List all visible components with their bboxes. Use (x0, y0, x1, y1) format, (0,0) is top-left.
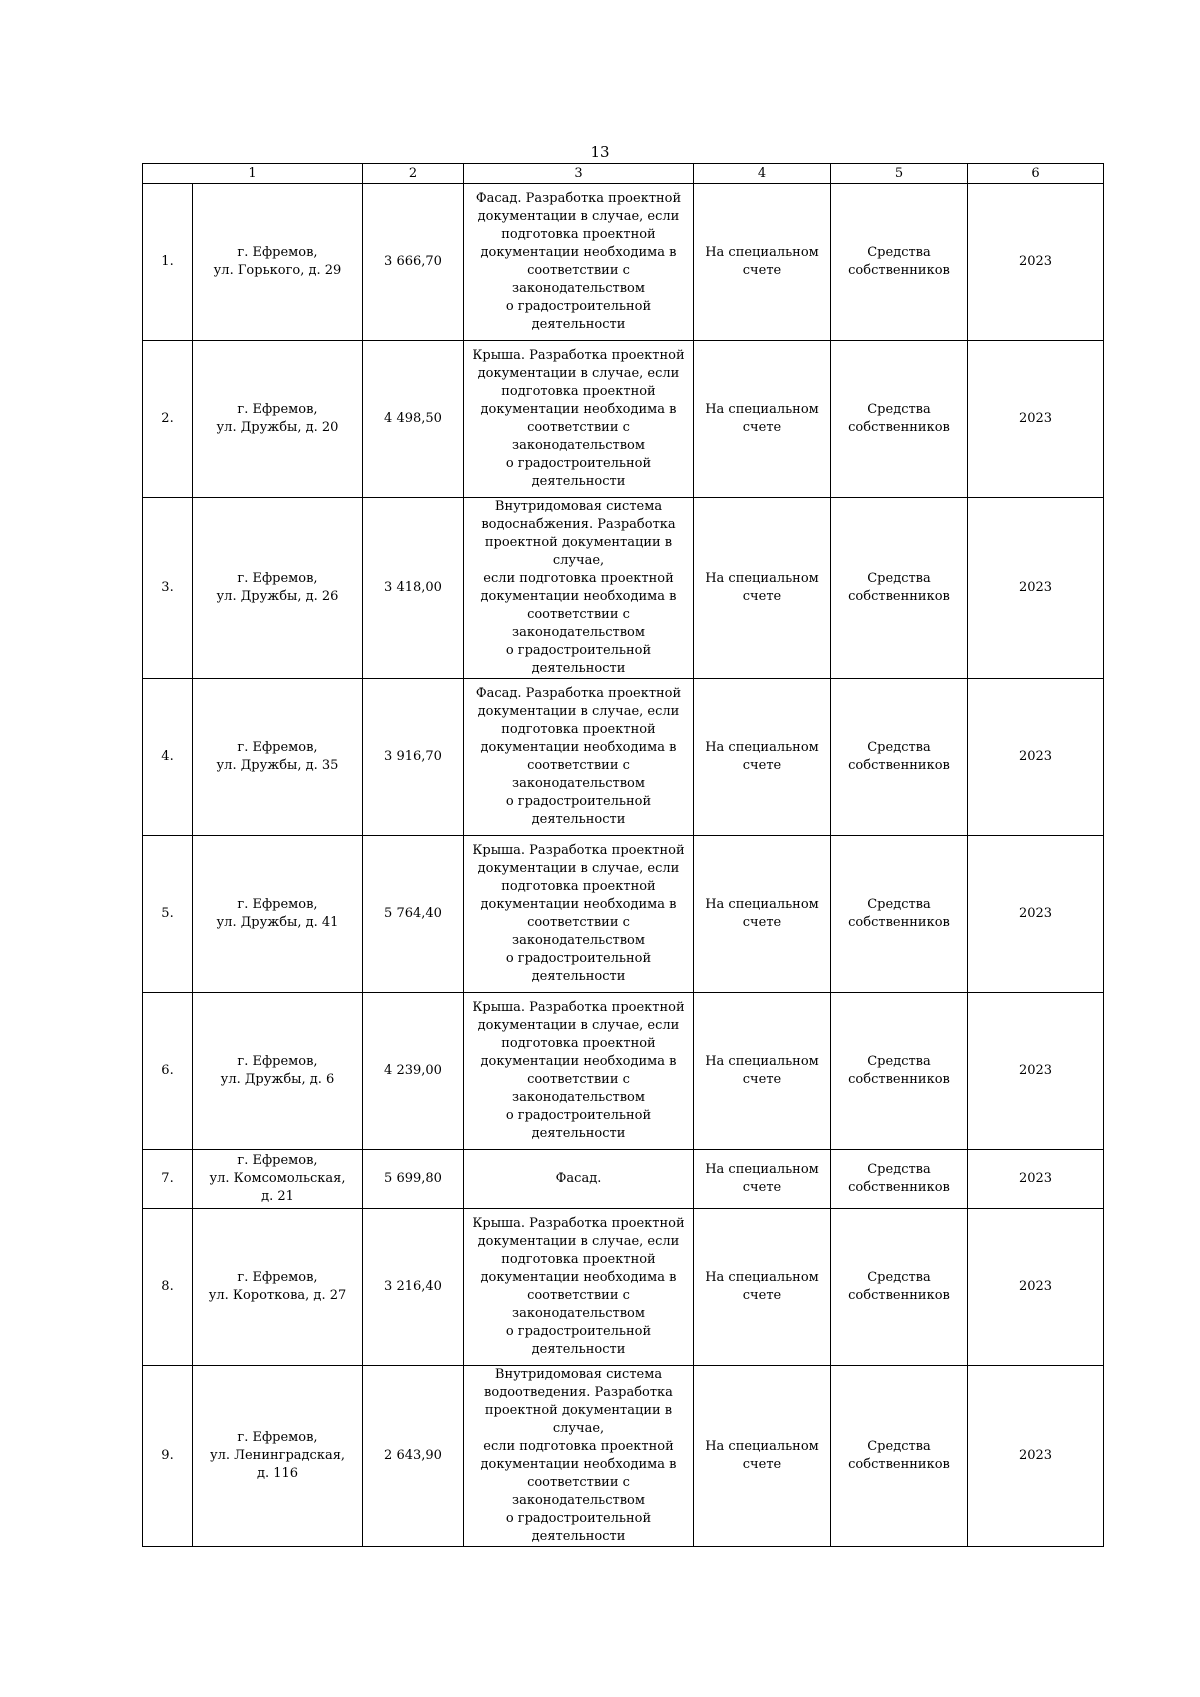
row-account: На специальном счете (694, 1150, 831, 1209)
row-address: г. Ефремов, ул. Дружбы, д. 26 (193, 498, 363, 679)
row-number: 6. (143, 993, 193, 1150)
row-year: 2023 (968, 498, 1104, 679)
row-account: На специальном счете (694, 498, 831, 679)
row-account: На специальном счете (694, 184, 831, 341)
table-row (143, 184, 1104, 341)
header-col-3: 3 (464, 164, 694, 184)
row-source: Средства собственников (831, 498, 968, 679)
row-year: 2023 (968, 1150, 1104, 1209)
row-account: На специальном счете (694, 679, 831, 836)
row-source: Средства собственников (831, 341, 968, 498)
row-address: г. Ефремов, ул. Дружбы, д. 41 (193, 836, 363, 993)
row-source: Средства собственников (831, 679, 968, 836)
row-account: На специальном счете (694, 1366, 831, 1547)
row-number: 2. (143, 341, 193, 498)
row-account: На специальном счете (694, 341, 831, 498)
row-number: 9. (143, 1366, 193, 1547)
row-source: Средства собственников (831, 1150, 968, 1209)
row-source: Средства собственников (831, 836, 968, 993)
header-col-1: 1 (143, 164, 363, 184)
row-number: 8. (143, 1209, 193, 1366)
row-account: На специальном счете (694, 993, 831, 1150)
row-address: г. Ефремов, ул. Комсомольская, д. 21 (193, 1150, 363, 1209)
row-address: г. Ефремов, ул. Короткова, д. 27 (193, 1209, 363, 1366)
row-area: 3 418,00 (363, 498, 464, 679)
table-row (143, 341, 1104, 498)
row-work: Крыша. Разработка проектной документации в случае, если подготовка проектной документации необходима в соответствии с законодательством о градостроительной деятельности (464, 341, 694, 498)
row-work: Фасад. Разработка проектной документации в случае, если подготовка проектной документации необходима в соответствии с законодательством о градостроительной деятельности (464, 679, 694, 836)
row-area: 3 216,40 (363, 1209, 464, 1366)
table-row (143, 679, 1104, 836)
row-year: 2023 (968, 1366, 1104, 1547)
row-number: 5. (143, 836, 193, 993)
row-year: 2023 (968, 679, 1104, 836)
row-address: г. Ефремов, ул. Дружбы, д. 6 (193, 993, 363, 1150)
row-work: Внутридомовая система водоснабжения. Разработка проектной документации в случае, если подготовка проектной документации необходима в соответствии с законодательством о градостроительной деятельности (464, 498, 694, 679)
header-row (143, 164, 1104, 184)
row-number: 1. (143, 184, 193, 341)
row-work: Крыша. Разработка проектной документации в случае, если подготовка проектной документации необходима в соответствии с законодательством о градостроительной деятельности (464, 1209, 694, 1366)
row-year: 2023 (968, 836, 1104, 993)
page-number: 13 (590, 143, 610, 161)
row-area: 4 498,50 (363, 341, 464, 498)
table-row (143, 1209, 1104, 1366)
row-address: г. Ефремов, ул. Горького, д. 29 (193, 184, 363, 341)
row-area: 4 239,00 (363, 993, 464, 1150)
row-work: Внутридомовая система водоотведения. Разработка проектной документации в случае, если подготовка проектной документации необходима в соответствии с законодательством о градостроительной деятельности (464, 1366, 694, 1547)
row-year: 2023 (968, 1209, 1104, 1366)
row-source: Средства собственников (831, 184, 968, 341)
row-number: 4. (143, 679, 193, 836)
row-address: г. Ефремов, ул. Ленинградская, д. 116 (193, 1366, 363, 1547)
table-row (143, 1150, 1104, 1209)
row-work: Фасад. Разработка проектной документации в случае, если подготовка проектной документации необходима в соответствии с законодательством о градостроительной деятельности (464, 184, 694, 341)
table-row (143, 993, 1104, 1150)
repair-plan-table (142, 163, 1104, 1547)
row-source: Средства собственников (831, 1366, 968, 1547)
row-source: Средства собственников (831, 993, 968, 1150)
row-year: 2023 (968, 184, 1104, 341)
row-work: Крыша. Разработка проектной документации в случае, если подготовка проектной документации необходима в соответствии с законодательством о градостроительной деятельности (464, 993, 694, 1150)
row-area: 2 643,90 (363, 1366, 464, 1547)
row-work: Фасад. (464, 1150, 694, 1209)
table-row (143, 836, 1104, 993)
row-account: На специальном счете (694, 836, 831, 993)
row-year: 2023 (968, 341, 1104, 498)
header-col-2: 2 (363, 164, 464, 184)
row-area: 3 916,70 (363, 679, 464, 836)
header-col-4: 4 (694, 164, 831, 184)
row-source: Средства собственников (831, 1209, 968, 1366)
row-work: Крыша. Разработка проектной документации в случае, если подготовка проектной документации необходима в соответствии с законодательством о градостроительной деятельности (464, 836, 694, 993)
row-number: 7. (143, 1150, 193, 1209)
header-col-5: 5 (831, 164, 968, 184)
table-row (143, 1366, 1104, 1547)
row-address: г. Ефремов, ул. Дружбы, д. 20 (193, 341, 363, 498)
header-col-6: 6 (968, 164, 1104, 184)
row-area: 5 764,40 (363, 836, 464, 993)
row-number: 3. (143, 498, 193, 679)
row-area: 3 666,70 (363, 184, 464, 341)
row-account: На специальном счете (694, 1209, 831, 1366)
row-address: г. Ефремов, ул. Дружбы, д. 35 (193, 679, 363, 836)
table-row (143, 498, 1104, 679)
row-area: 5 699,80 (363, 1150, 464, 1209)
row-year: 2023 (968, 993, 1104, 1150)
